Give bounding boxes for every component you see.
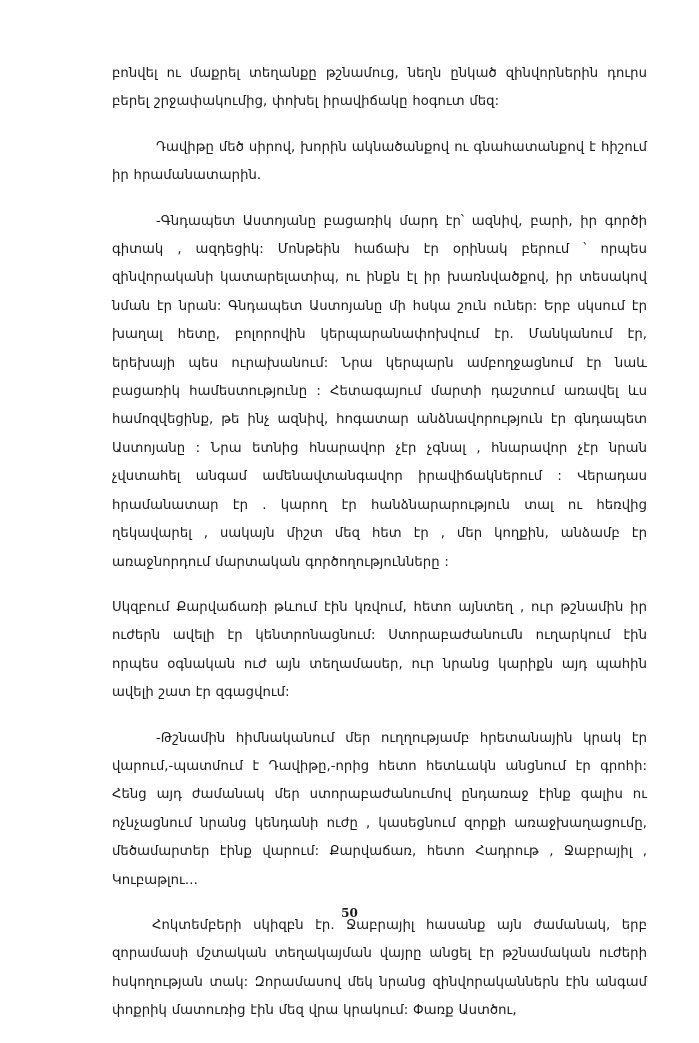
paragraph-colonel-astoyan: -Գնդապետ Աստոյանը բացառիկ մարդ էր՝ ազնիվ, բարի, իր գործի գիտակ , ազդեցիկ: Մոնթեին հաճախ էր օրինակ բերում ՝ որպես զինվորականի կատարելատիպ, ու ինքն էլ իր խառնվածքով, իր տեսակով նման էր նրան: Գնդապետ Աստոյանը մի հսկա շուն ուներ: Երբ սկսում էր խաղալ հետը, բոլորովին կերպարանափոխվում էր. Մանկանում էր, երեխայի պես ուրախանում: Նրա կերպարն ամբողջացնում էր նաև բացառիկ համեստությունը : Հետագայում մարտի դաշտում առավել ևս համոզվեցինք, թե ինչ ազնիվ, հոգատար անձնավորություն էր գնդապետ Աստոյանը : Նրա ետնից հնարավոր չէր չգնալ , հնարավոր չէր նրան չվստահել անգամ ամենավտանգավոր իրավիճակներում : Վերադաս հրամանատար էր . կարող էր հանձնարարություն տալ ու հեռվից ղեկավարել , սակայն միշտ մեզ հետ էր , մեր կողքին, անձամբ էր առաջնորդում մարտական գործողությունները : xyxy=(112,213,647,570)
page-body xyxy=(112,60,647,1043)
paragraph-continuation: բոնվել ու մաքրել տեղանքը թշնամուց, նեղն ընկած զինվորներին դուրս բերել շրջափակումից, փոխել իրավիճակը հօգուտ մեզ: xyxy=(112,66,647,110)
paragraph-karvachar-wing: Սկզբում Քարվաճառի թևում էին կռվում, հետո այնտեղ , ուր թշնամին իր ուժերն ավելի էր կենտրոնացնում: Ստորաբաժանումն ուղարկում էին որպես օգնական ուժ այն տեղամասեր, ուր նրանց կարիքն այդ պահին ավելի շատ էր զգացվում: xyxy=(112,599,647,701)
paragraph-david-remembers: Դավիթը մեծ սիրով, խորին ակնածանքով ու գնահատանքով է հիշում իր հրամանատարին. xyxy=(112,139,647,184)
paragraph-enemy-artillery: -Թշնամին հիմնականում մեր ուղղությամբ հրետանային կրակ էր վարում,-պատմում է Դավիթը,-որից հետո հետևակն անցնում էր գրոհի: Հենց այդ ժամանակ մեր ստորաբաժանումով ընդառաջ էինք գալիս ու ոչնչացնում նրանց կենդանի ուժը , կասեցնում զորքի առաջխաղացումը, մեծամարտեր էինք վարում: Քարվաճառ, հետո Հադրութ , Ջաբրայիլ , Կուբաթլու… xyxy=(112,730,647,888)
page-number: 50 xyxy=(341,906,358,920)
paragraph-october-jabrayil: Հոկտեմբերի սկիզբն էր. Ջաբրայիլ հասանք այն ժամանակ, երբ զորամասի մշտական տեղակայման վայրը անցել էր թշնամական ուժերի հսկողության տակ: Զորամասով մեկ նրանց զինվորականներն էին անգամ փոքրիկ մատուռից էին մեզ վրա կրակում: Փառք Աստծու, xyxy=(112,917,647,1019)
